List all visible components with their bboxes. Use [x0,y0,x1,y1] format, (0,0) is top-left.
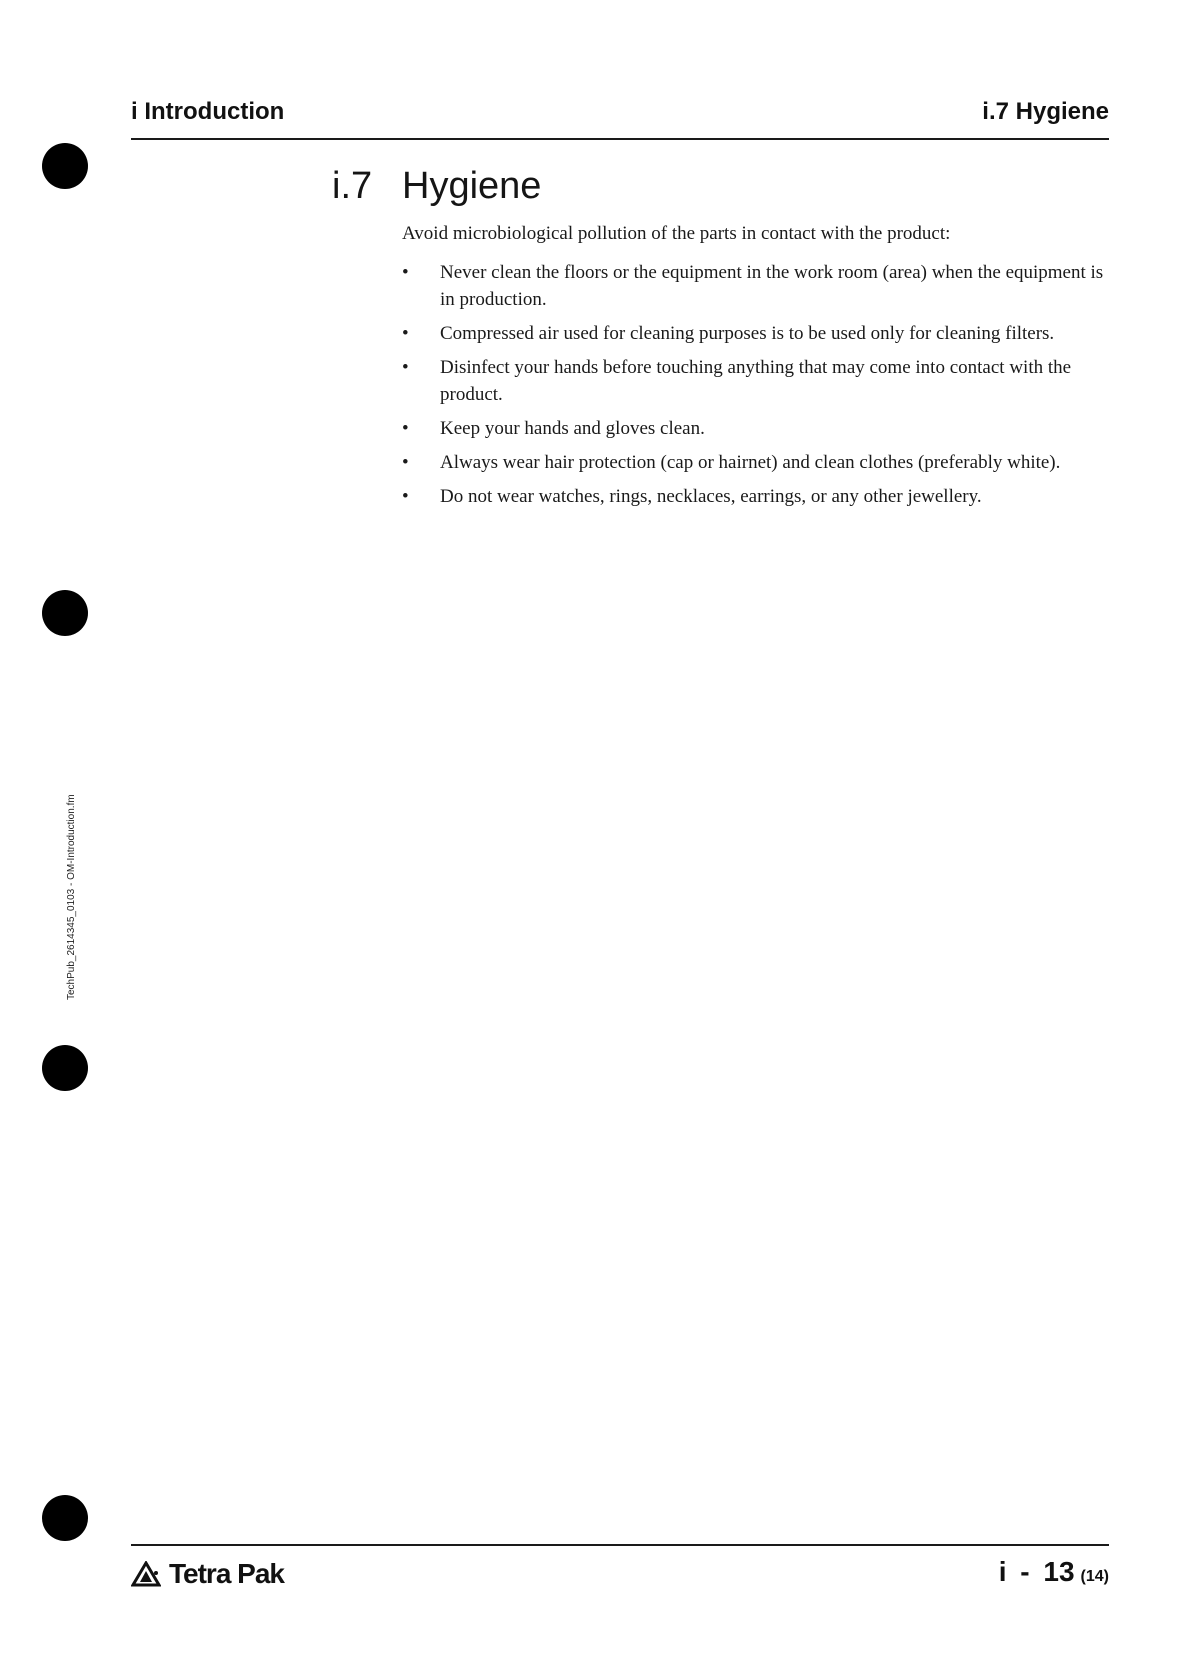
list-item-text: Do not wear watches, rings, necklaces, earrings, or any other jewellery. [440,486,982,507]
list-item [402,449,1122,476]
section-number: i.7 [332,165,373,207]
punch-hole-2 [42,590,88,636]
page-header [131,96,1109,140]
page-prefix: i [998,1556,1007,1587]
punch-hole-4 [42,1495,88,1541]
bullet-icon: • [402,323,409,344]
bullet-icon: • [402,357,409,378]
document-file-label: TechPub_2614345_0103 - OM-Introduction.fm [66,794,77,1000]
list-item [402,354,1122,408]
page-separator: - [1020,1556,1030,1587]
footer-brand [131,1558,284,1590]
bullet-icon: • [402,418,409,439]
tetra-pak-logo-icon [131,1561,161,1587]
page-total: (14) [1080,1568,1109,1585]
header-chapter: i Introduction [131,98,285,125]
list-item-text: Disinfect your hands before touching anything that may come into contact with the product. [440,357,1072,405]
footer-divider [131,1544,1109,1546]
bullet-list [402,259,1122,510]
header-section: i.7 Hygiene [982,98,1109,125]
section-title [332,165,541,208]
section-title-text: Hygiene [402,165,542,207]
bullet-icon: • [402,486,409,507]
section-content [402,220,1122,517]
list-item [402,415,1122,442]
list-item-text: Always wear hair protection (cap or hairnet) and clean clothes (preferably white). [440,452,1061,473]
punch-hole-1 [42,143,88,189]
list-item-text: Never clean the floors or the equipment in the work room (area) when the equipment is in production. [440,262,1104,310]
intro-paragraph: Avoid microbiological pollution of the parts in contact with the product: [402,223,951,244]
page-current: 13 [1043,1556,1075,1587]
list-item [402,483,1122,510]
list-item [402,320,1122,347]
list-item [402,259,1122,313]
list-item-text: Compressed air used for cleaning purposes is to be used only for cleaning filters. [440,323,1055,344]
brand-name: Tetra Pak [169,1558,284,1589]
punch-hole-3 [42,1045,88,1091]
bullet-icon: • [402,452,409,473]
page-number [999,1556,1109,1588]
list-item-text: Keep your hands and gloves clean. [440,418,705,439]
bullet-icon: • [402,262,409,283]
